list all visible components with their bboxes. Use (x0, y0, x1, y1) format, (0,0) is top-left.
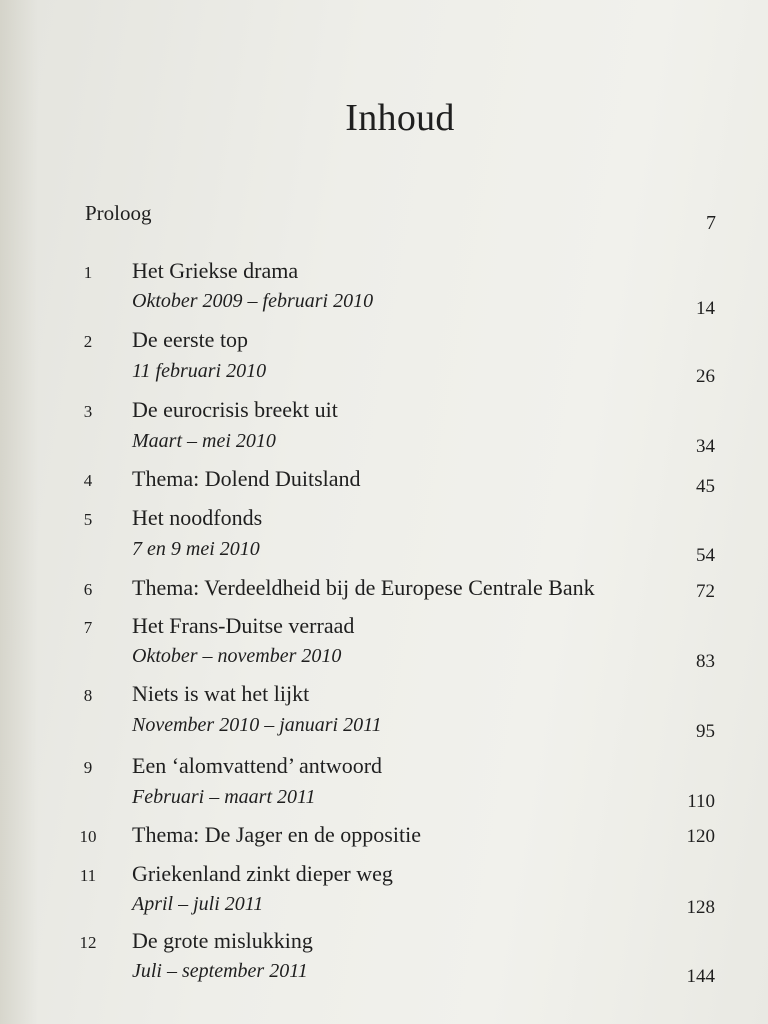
chapter-number: 12 (79, 933, 97, 952)
chapter-page-number: 83 (696, 651, 715, 672)
chapter-page-number: 54 (696, 545, 715, 566)
chapter-title: Thema: Verdeeldheid bij de Europese Centrale Bank (132, 575, 595, 600)
chapter-title: De eerste top (132, 327, 249, 352)
chapter-date-range: 11 februari 2010 (132, 360, 267, 382)
chapter-page-number: 144 (686, 966, 715, 987)
chapter-title: Het Frans-Duitse verraad (132, 613, 355, 638)
chapter-title: Thema: De Jager en de oppositie (132, 822, 421, 847)
page-title: Inhoud (345, 97, 455, 139)
chapter-date-range: Juli – september 2011 (132, 960, 308, 982)
chapter-date-range: Februari – maart 2011 (132, 786, 316, 808)
chapter-number: 6 (83, 580, 93, 599)
chapter-title: Het noodfonds (132, 505, 263, 530)
prologue-title: Proloog (85, 201, 152, 225)
chapter-title: De eurocrisis breekt uit (132, 397, 338, 422)
chapter-number: 3 (83, 402, 93, 421)
chapter-page-number: 72 (696, 581, 715, 602)
chapter-page-number: 128 (686, 897, 715, 918)
chapter-date-range: Oktober 2009 – februari 2010 (132, 290, 374, 312)
chapter-date-range: November 2010 – januari 2011 (132, 714, 382, 736)
chapter-date-range: 7 en 9 mei 2010 (132, 538, 260, 560)
chapter-number: 8 (83, 686, 93, 705)
chapter-number: 10 (79, 827, 97, 846)
chapter-title: De grote mislukking (132, 928, 313, 953)
chapter-page-number: 14 (696, 298, 715, 319)
chapter-number: 7 (83, 618, 93, 637)
chapter-number: 11 (79, 866, 97, 885)
chapter-number: 4 (83, 471, 93, 490)
chapter-number: 2 (83, 332, 93, 351)
chapter-date-range: April – juli 2011 (132, 893, 264, 915)
chapter-page-number: 110 (687, 791, 715, 812)
chapter-page-number: 95 (696, 721, 715, 742)
chapter-title: Een ‘alomvattend’ antwoord (132, 753, 383, 778)
chapter-number: 9 (83, 758, 93, 777)
chapter-page-number: 26 (696, 366, 715, 387)
chapter-number: 5 (83, 510, 93, 529)
chapter-date-range: Maart – mei 2010 (132, 430, 276, 452)
chapter-page-number: 45 (696, 476, 715, 497)
chapter-title: Het Griekse drama (132, 258, 299, 283)
chapter-title: Griekenland zinkt dieper weg (132, 861, 393, 886)
chapter-date-range: Oktober – november 2010 (132, 645, 342, 667)
page-shadow (0, 0, 38, 1024)
chapter-page-number: 34 (696, 436, 715, 457)
chapter-title: Thema: Dolend Duitsland (132, 466, 361, 491)
chapter-page-number: 120 (686, 826, 715, 847)
chapter-number: 1 (83, 263, 93, 282)
chapter-title: Niets is wat het lijkt (132, 681, 310, 706)
prologue-page-number: 7 (706, 212, 716, 234)
